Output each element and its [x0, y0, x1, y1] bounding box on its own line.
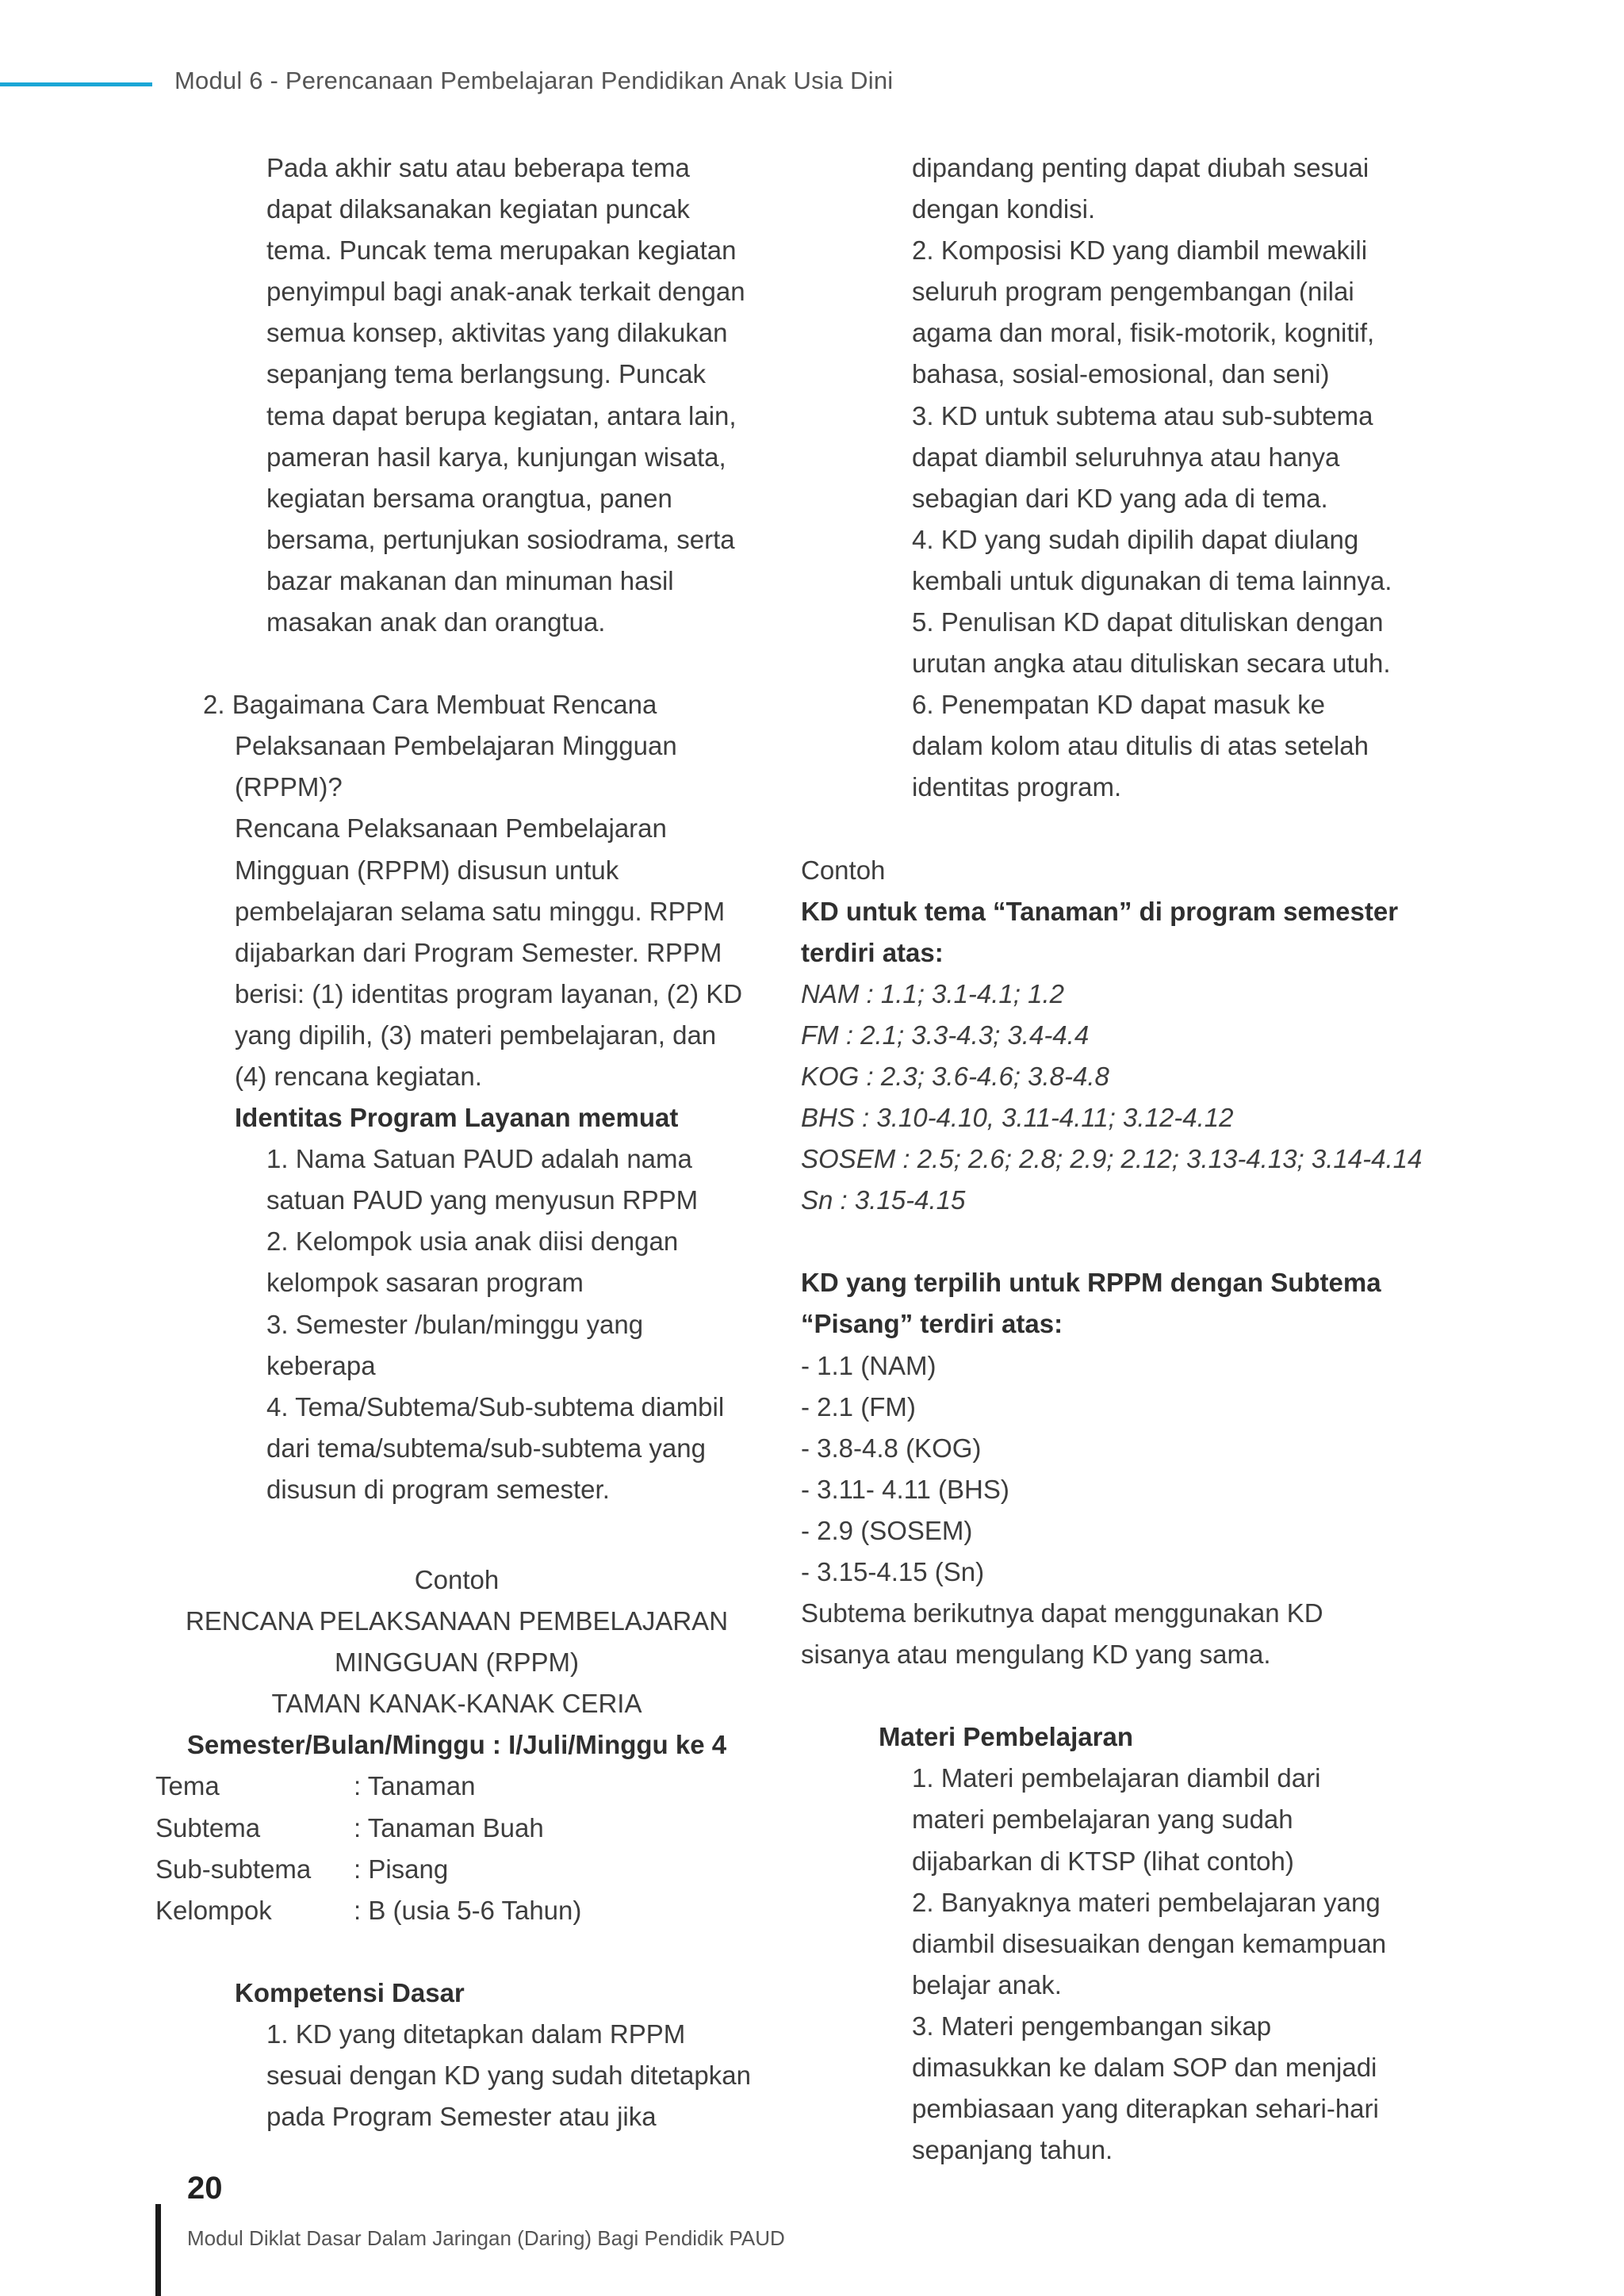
meta-key: Subtema — [155, 1812, 261, 1843]
example-meta-table — [155, 1766, 774, 1931]
example-title-block — [140, 1559, 774, 1766]
kd-tema-heading: KD untuk tema “Tanaman” di program semester terdiri atas: — [801, 896, 1399, 967]
example-title-line3: TAMAN KANAK-KANAK CERIA — [271, 1689, 642, 1719]
rppm-description: Rencana Pelaksanaan Pembelajaran Mingguan (RPPM) disusun untuk pembelajaran selama satu minggu. RPPM dijabarkan dari Program Semester. RPPM berisi: (1) identitas program layanan, (2) KD yang dipilih, (3) materi pembelajaran, dan (4) rencana kegiatan. — [235, 813, 743, 1091]
materi-heading: Materi Pembelajaran — [879, 1722, 1133, 1752]
section-2-heading-rest: Pelaksanaan Pembelajaran Mingguan (RPPM)? — [235, 731, 677, 802]
meta-key: Kelompok — [155, 1895, 272, 1925]
left-column — [155, 147, 774, 2137]
identitas-heading: Identitas Program Layanan memuat — [235, 1103, 679, 1133]
contoh-label: Contoh — [801, 855, 886, 885]
meta-row — [155, 1808, 774, 1849]
meta-row — [155, 1890, 774, 1931]
section-2-heading-line1: 2. Bagaimana Cara Membuat Rencana — [203, 690, 657, 720]
example-title-line2: MINGGUAN (RPPM) — [335, 1647, 579, 1678]
meta-row — [155, 1849, 774, 1890]
meta-value: : B (usia 5-6 Tahun) — [354, 1895, 582, 1925]
meta-value: : Tanaman Buah — [354, 1812, 544, 1843]
section-2-heading — [155, 684, 774, 808]
running-header: Modul 6 - Perencanaan Pembelajaran Pendidikan Anak Usia Dini — [174, 67, 894, 94]
kd-list-start: 1. KD yang ditetapkan dalam RPPM sesuai dengan KD yang sudah ditetapkan pada Program Semester atau jika — [266, 2019, 751, 2132]
meta-value: : Tanaman — [354, 1771, 476, 1801]
footer-text: Modul Diklat Dasar Dalam Jaringan (Daring) Bagi Pendidik PAUD — [187, 2226, 785, 2250]
meta-row — [155, 1766, 774, 1807]
kd-list-continued: dipandang penting dapat diubah sesuai dengan kondisi. 2. Komposisi KD yang diambil mewakili seluruh program pengembangan (nilai agama dan moral, fisik-motorik, kognitif, bahasa, sosial-emosional, dan seni) 3. KD untuk subtema atau sub-subtema dapat diambil seluruhnya atau hanya sebagian dari KD yang ada di tema. 4. KD yang sudah dipilih dapat diulang kembali untuk digunakan di tema lainnya. 5. Penulisan KD dapat dituliskan dengan urutan angka atau dituliskan secara utuh. 6. Penempatan KD dapat masuk ke dalam kolom atau ditulis di atas setelah identitas program. — [912, 153, 1392, 802]
example-label: Contoh — [414, 1565, 500, 1594]
right-column — [801, 147, 1435, 2171]
meta-key: Sub-subtema — [155, 1854, 312, 1884]
page-number: 20 — [187, 2171, 223, 2206]
kd-tema-list: NAM : 1.1; 3.1-4.1; 1.2 FM : 2.1; 3.3-4.3; 3.4-4.4 KOG : 2.3; 3.6-4.6; 3.8-4.8 BHS : 3.10-4.10, 3.11-4.11; 3.12-4.12 SOSEM : 2.5; 2.6; 2.8; 2.9; 2.12; 3.13-4.13; 3.14-4.14 Sn : 3.15-4.15 — [801, 978, 1423, 1215]
footer-rule — [155, 2204, 161, 2296]
meta-value: : Pisang — [354, 1854, 449, 1884]
example-title-line1: RENCANA PELAKSANAAN PEMBELAJARAN — [185, 1606, 729, 1636]
materi-list: 1. Materi pembelajaran diambil dari materi pembelajaran yang sudah dijabarkan di KTSP (lihat contoh) 2. Banyaknya materi pembelajaran yang diambil disesuaikan dengan kemampuan belajar anak. 3. Materi pengembangan sikap dimasukkan ke dalam SOP dan menjadi pembiasaan yang diterapkan sehari-hari sepanjang tahun. — [912, 1763, 1387, 2165]
kd-terpilih-heading: KD yang terpilih untuk RPPM dengan Subtema “Pisang” terdiri atas: — [801, 1268, 1381, 1339]
subtema-note: Subtema berikutnya dapat menggunakan KD sisanya atau mengulang KD yang sama. — [801, 1598, 1323, 1670]
intro-paragraph: Pada akhir satu atau beberapa tema dapat dilaksanakan kegiatan puncak tema. Puncak tema merupakan kegiatan penyimpul bagi anak-anak terkait dengan semua konsep, aktivitas yang dilakukan sepanjang tema berlangsung. Puncak tema dapat berupa kegiatan, antara lain, pameran hasil karya, kunjungan wisata, kegiatan bersama orangtua, panen bersama, pertunjukan sosiodrama, serta bazar makanan dan minuman hasil masakan anak dan orangtua. — [266, 153, 745, 637]
kd-heading: Kompetensi Dasar — [235, 1977, 465, 2007]
kd-terpilih-list: - 1.1 (NAM) - 2.1 (FM) - 3.8-4.8 (KOG) - 3.11- 4.11 (BHS) - 2.9 (SOSEM) - 3.15-4.15 (Sn) — [801, 1350, 1009, 1586]
identitas-list: 1. Nama Satuan PAUD adalah nama satuan PAUD yang menyusun RPPM 2. Kelompok usia anak diisi dengan kelompok sasaran program 3. Semester /bulan/minggu yang keberapa 4. Tema/Subtema/Sub-subtema diambil dari tema/subtema/sub-subtema yang disusun di program semester. — [266, 1144, 725, 1504]
header-accent-rule — [0, 82, 152, 86]
example-semester-line: Semester/Bulan/Minggu : I/Juli/Minggu ke 4 — [186, 1730, 727, 1760]
meta-key: Tema — [155, 1771, 220, 1801]
